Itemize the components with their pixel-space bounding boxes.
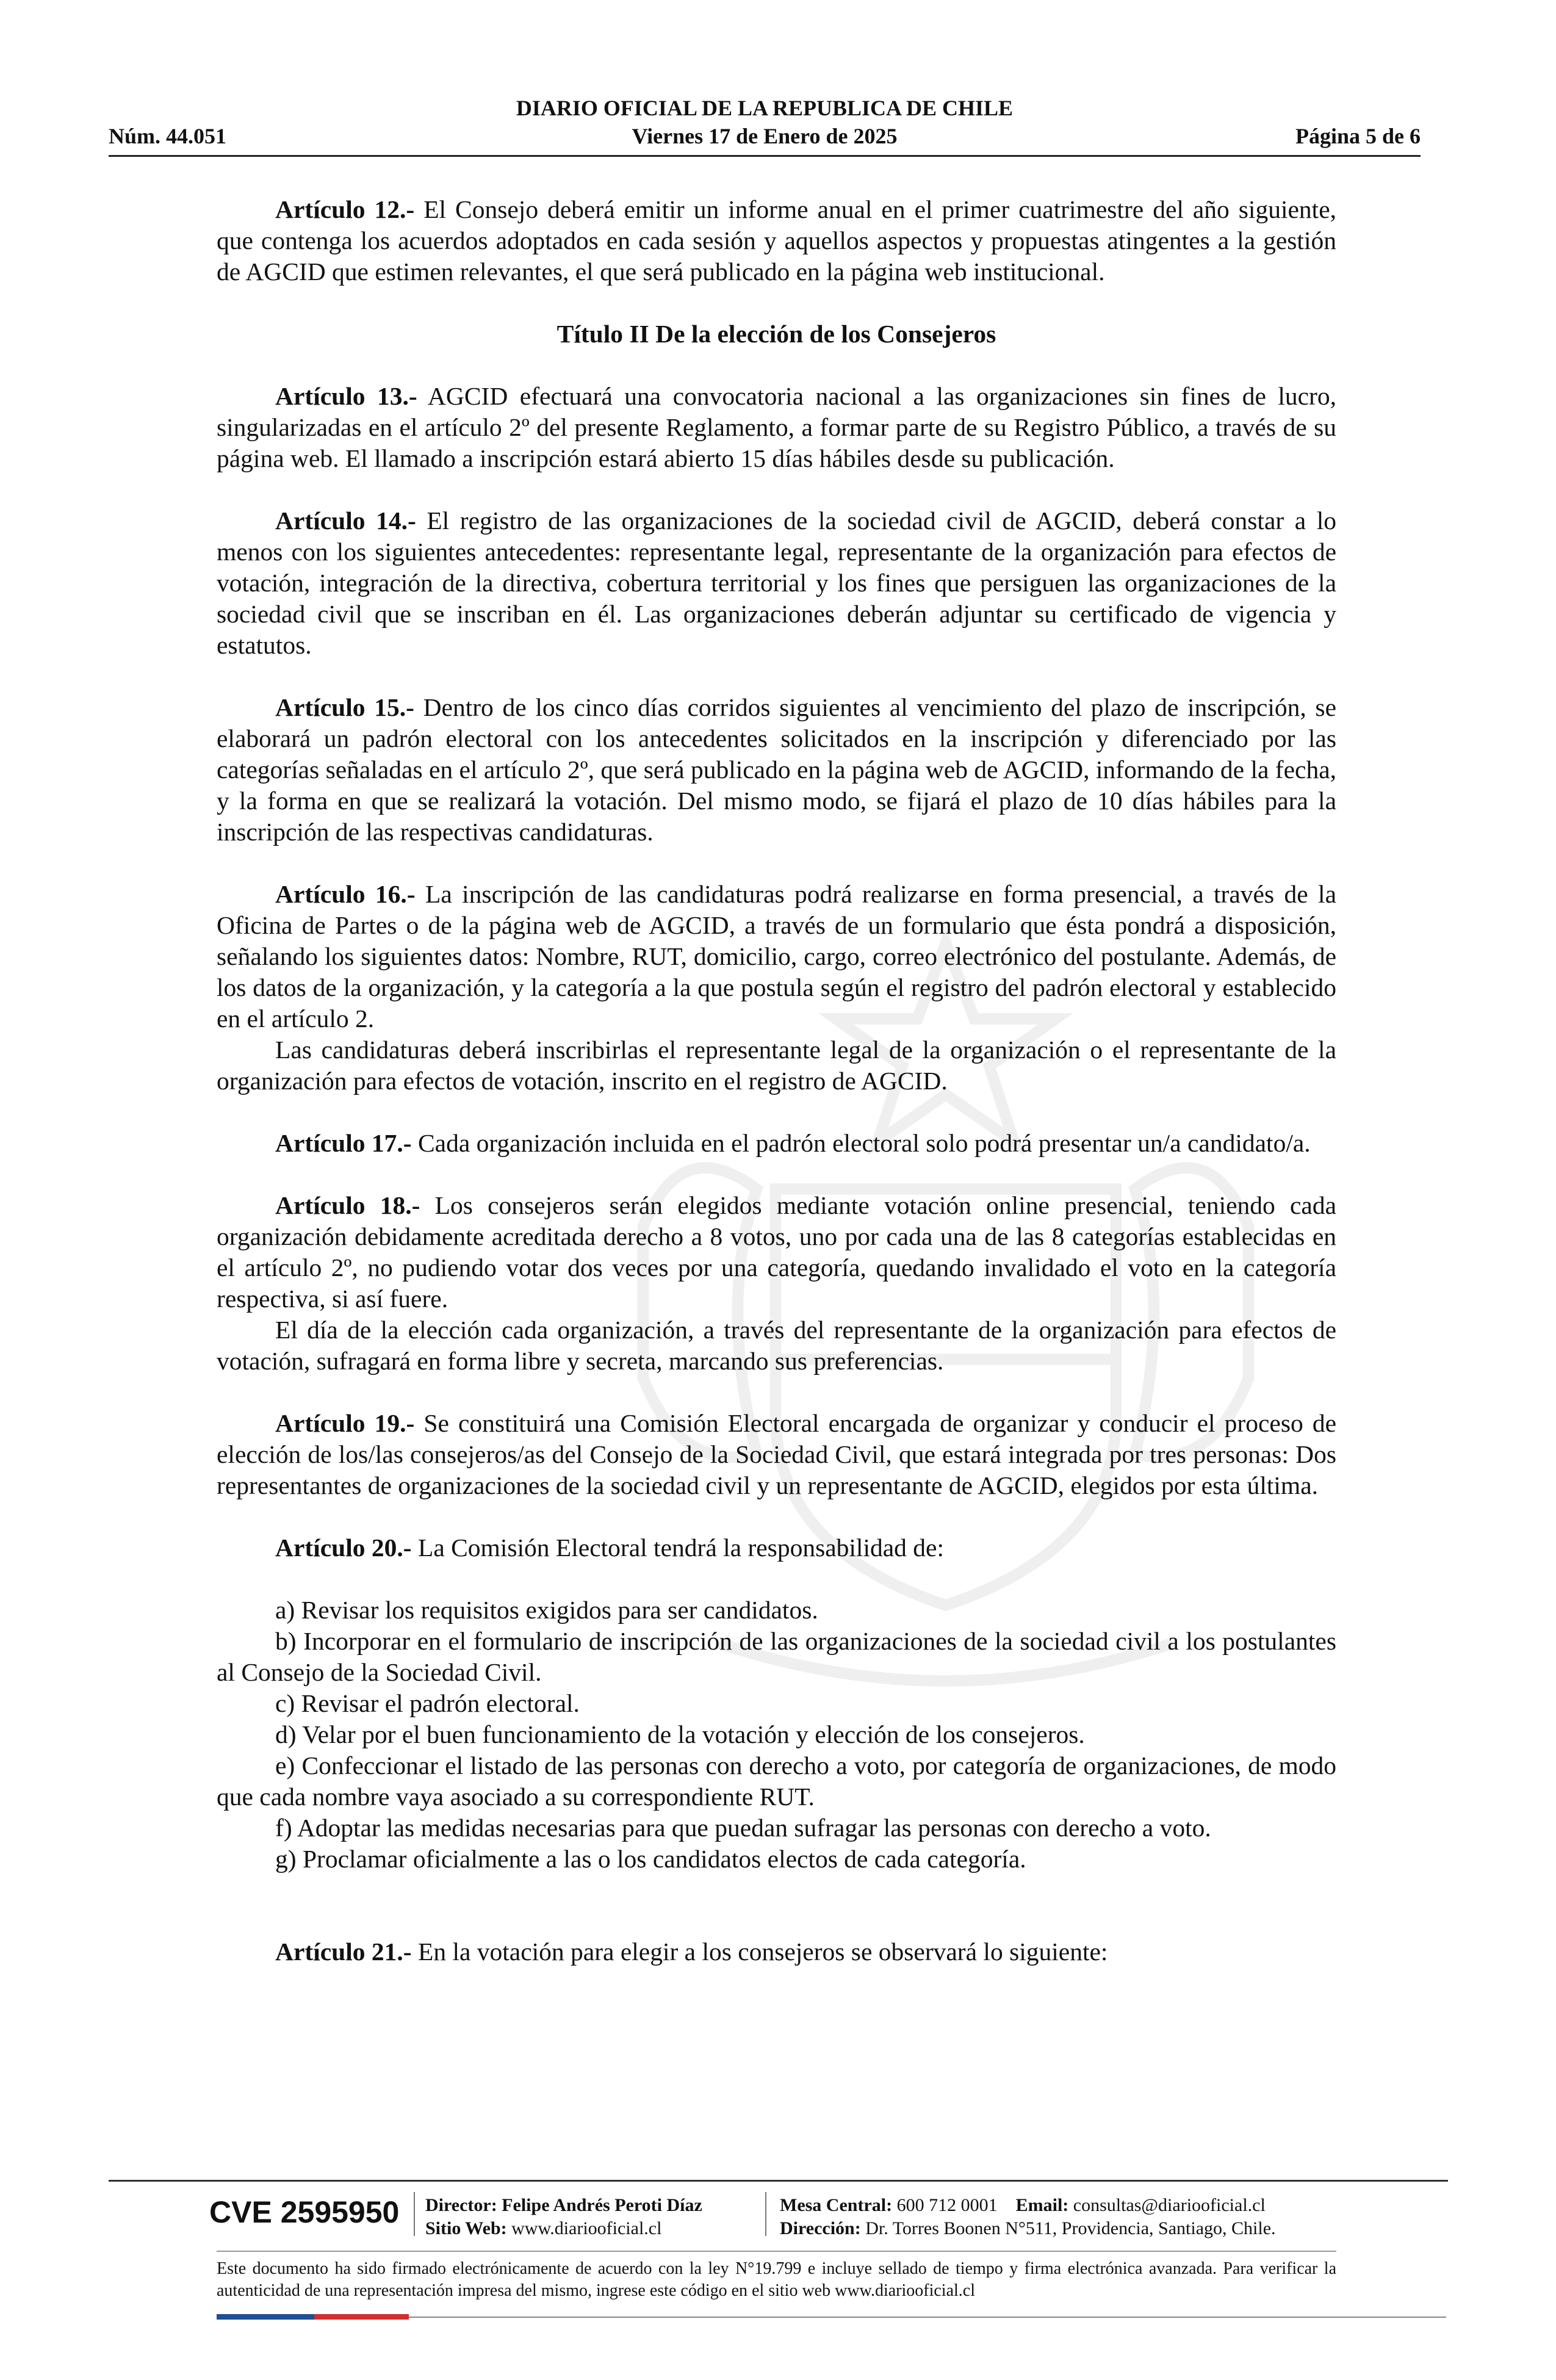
section-title: Título II De la elección de los Consejeros [556,320,996,348]
flag-bar-blue [217,2314,314,2320]
article-text: Los consejeros serán elegidos mediante votación online presencial, teniendo cada organización debidamente acreditada derecho a 8 votos, uno por cada una de las 8 categorías establecidas en el artículo 2º, no pudiendo votar dos veces por una categoría, quedando invalidado el voto en la categoría respectiva, si así fuere. [217,1191,1336,1313]
footer-director-block [425,2194,702,2240]
director-name: Felipe Andrés Peroti Díaz [497,2195,702,2215]
article-20-list [217,1595,1336,1875]
page-header [109,95,1421,156]
article-12 [217,194,1336,287]
article-label: Artículo 13.- [275,382,417,410]
article-label: Artículo 20.- [275,1534,412,1562]
email-label: Email: [1015,2195,1069,2215]
director-label: Director: [425,2195,497,2215]
article-18 [217,1190,1336,1314]
gazette-title: DIARIO OFICIAL DE LA REPUBLICA DE CHILE [516,96,1014,120]
bottom-divider [409,2317,1446,2318]
footer-separator [414,2192,415,2236]
article-label: Artículo 19.- [275,1409,415,1437]
footer-divider [109,2180,1448,2182]
header-divider [109,155,1421,157]
list-item: e) Confeccionar el listado de las personas con derecho a voto, por categoría de organizaciones, de modo que cada nombre vaya asociado a su correspondiente RUT. [217,1751,1336,1811]
article-17 [217,1128,1336,1159]
article-text: La inscripción de las candidaturas podrá realizarse en forma presencial, a través de la Oficina de Partes o de la página web de AGCID, a través de un formulario que ésta pondrá a disposición, señalando los siguientes datos: Nombre, RUT, domicilio, cargo, correo electrónico del postulante. Además, de los datos de la organización, y la categoría a la que postula según el registro del padrón electoral y establecido en el artículo 2. [217,880,1337,1033]
article-21 [217,1936,1336,1967]
list-item: f) Adoptar las medidas necesarias para que puedan sufragar las personas con derecho a voto. [275,1814,1211,1842]
article-text: La Comisión Electoral tendrá la responsabilidad de: [411,1534,944,1562]
mesa-phone: 600 712 0001 [892,2195,998,2215]
article-16 [217,879,1336,1034]
flag-bar-red [314,2314,409,2320]
article-text: AGCID efectuará una convocatoria nacional a las organizaciones sin fines de lucro, singularizadas en el artículo 2º del presente Reglamento, a formar parte de su Registro Público, a través de su página web. El llamado a inscripción estará abierto 15 días hábiles desde su publicación. [217,382,1336,472]
mesa-label: Mesa Central: [780,2195,893,2215]
address-text: Dr. Torres Boonen N°511, Providencia, Santiago, Chile. [860,2218,1276,2238]
document-body [217,194,1336,1999]
article-label: Artículo 18.- [275,1191,420,1219]
notice-divider [217,2251,1336,2252]
issue-number: Núm. 44.051 [109,124,227,148]
email-address[interactable]: consultas@diariooficial.cl [1068,2195,1266,2215]
footer-contact-block [780,2194,1276,2240]
list-item: b) Incorporar en el formulario de inscripción de las organizaciones de la sociedad civil a los postulantes al Consejo de la Sociedad Civil. [217,1627,1336,1686]
article-text: En la votación para elegir a los consejeros se observará lo siguiente: [411,1938,1108,1966]
article-label: Artículo 21.- [275,1938,412,1966]
issue-date: Viernes 17 de Enero de 2025 [632,124,898,148]
article-14 [217,505,1336,661]
article-label: Artículo 17.- [275,1129,412,1157]
article-18-continuation: El día de la elección cada organización, a través del representante de la organización para efectos de votación, sufragará en forma libre y secreta, marcando sus preferencias. [217,1316,1336,1375]
article-16-continuation: Las candidaturas deberá inscribirlas el representante legal de la organización o el representante de la organización para efectos de votación, inscrito en el registro de AGCID. [217,1036,1336,1095]
article-text: El Consejo deberá emitir un informe anual en el primer cuatrimestre del año siguiente, que contenga los acuerdos adoptados en cada sesión y aquellos aspectos y propuestas atingentes a la gestión de AGCID que estimen relevantes, el que será publicado en la página web institucional. [217,195,1336,286]
footer-separator [765,2192,766,2236]
article-19 [217,1408,1336,1501]
list-item: a) Revisar los requisitos exigidos para ser candidatos. [275,1596,818,1624]
article-text: Dentro de los cinco días corridos siguientes al vencimiento del plazo de inscripción, se elaborará un padrón electoral con los antecedentes solicitados en la inscripción y diferenciado por las categorías señaladas en el artículo 2º, que será publicado en la página web de AGCID, informando de la fecha, y la forma en que se realizará la votación. Del mismo modo, se fijará el plazo de 10 días hábiles para la inscripción de las respectivas candidaturas. [217,693,1336,846]
address-label: Dirección: [780,2218,861,2238]
site-label: Sitio Web: [425,2218,507,2238]
article-text: Cada organización incluida en el padrón electoral solo podrá presentar un/a candidato/a. [411,1129,1311,1157]
signature-notice: Este documento ha sido firmado electrónicamente de acuerdo con la ley N°19.799 e incluye sellado de tiempo y firma electrónica avanzada. Para verificar la autenticidad de una representación impresa del mismo, ingrese este código en el sitio web www.diariooficial.cl [217,2259,1336,2300]
article-label: Artículo 12.- [275,195,415,223]
article-label: Artículo 15.- [275,693,414,721]
article-label: Artículo 16.- [275,880,416,908]
list-item: d) Velar por el buen funcionamiento de la votación y elección de los consejeros. [275,1720,1085,1748]
article-text: Se constituirá una Comisión Electoral encargada de organizar y conducir el proceso de elección de los/las consejeros/as del Consejo de la Sociedad Civil, que estará integrada por tres personas: Dos representantes de organizaciones de la sociedad civil y un representante de AGCID, elegidos por esta última. [217,1409,1336,1499]
cve-code: CVE 2595950 [209,2195,400,2229]
list-item: g) Proclamar oficialmente a las o los candidatos electos de cada categoría. [275,1845,1026,1873]
list-item: c) Revisar el padrón electoral. [275,1689,580,1717]
site-url[interactable]: www.diariooficial.cl [506,2218,662,2238]
article-13 [217,381,1336,474]
article-15 [217,692,1336,848]
article-label: Artículo 14.- [275,507,416,535]
page-number: Página 5 de 6 [1295,124,1421,148]
article-text: El registro de las organizaciones de la sociedad civil de AGCID, deberá constar a lo menos con los siguientes antecedentes: representante legal, representante de la organización para efectos de votación, integración de la directiva, cobertura territorial y los fines que persiguen las organizaciones de la sociedad civil que se inscriban en él. Las organizaciones deberán adjuntar su certificado de vigencia y estatutos. [217,507,1337,659]
article-20 [217,1532,1336,1563]
